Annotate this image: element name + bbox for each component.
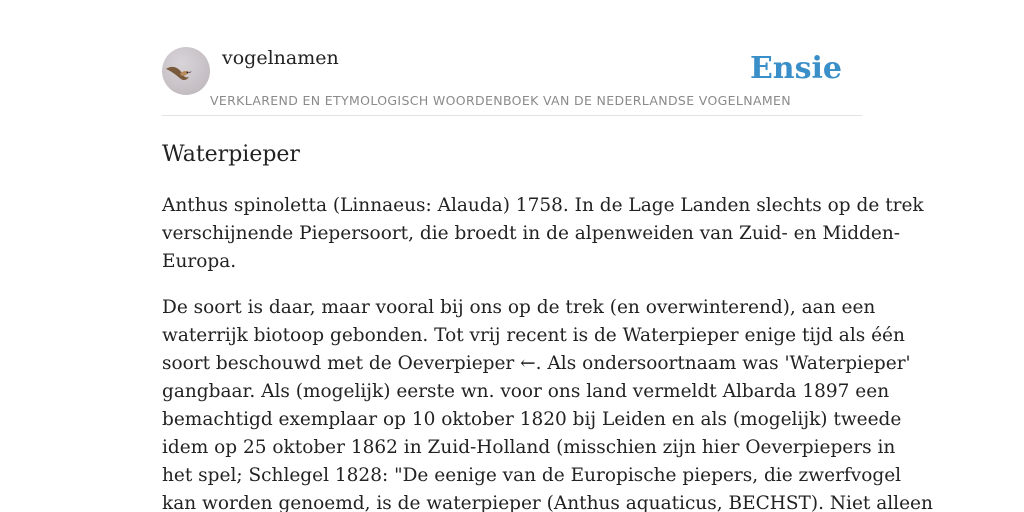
- ensie-logo-link[interactable]: Ensie: [749, 51, 842, 86]
- paragraph-line: bemachtigd exemplaar op 10 oktober 1820 bij Leiden en als (mogelijk) tweede: [162, 409, 902, 430]
- paragraph-line: soort beschouwd met de Oeverpieper ←. Als ondersoortnaam was 'Waterpieper': [162, 353, 911, 374]
- blog-subtitle: VERKLAREND EN ETYMOLOGISCH WOORDENBOEK VAN DE NEDERLANDSE VOGELNAMEN: [210, 93, 791, 108]
- paragraph-line: gangbaar. Als (mogelijk) eerste wn. voor ons land vermeldt Albarda 1897 een: [162, 381, 890, 402]
- paragraph-line: Europa.: [162, 251, 237, 272]
- content-container: [162, 0, 933, 512]
- paragraph-line: idem op 25 oktober 1862 in Zuid-Holland (misschien zijn hier Oeverpiepers in: [162, 437, 896, 458]
- article-body: [162, 192, 933, 512]
- paragraph-line: Anthus spinoletta (Linnaeus: Alauda) 1758. In de Lage Landen slechts op de trek: [162, 195, 924, 216]
- paragraph-line: verschijnende Piepersoort, die broedt in de alpenweiden van Zuid- en Midden-: [162, 223, 901, 244]
- paragraph-line: waterrijk biotoop gebonden. Tot vrij recent is de Waterpieper enige tijd als één: [162, 325, 905, 346]
- paragraph-line: het spel; Schlegel 1828: "De eenige van de Europische piepers, die zwerfvogel: [162, 465, 902, 486]
- blog-name-link[interactable]: vogelnamen: [222, 47, 339, 69]
- paragraph-line: kan worden genoemd, is de waterpieper (Anthus aquaticus, BECHST). Niet alleen: [162, 493, 933, 512]
- article-paragraph-1: [162, 192, 924, 276]
- article-paragraph-2: [162, 294, 933, 512]
- site-header: [162, 0, 862, 116]
- paragraph-line: De soort is daar, maar vooral bij ons op de trek (en overwinterend), aan een: [162, 297, 876, 318]
- bird-silhouette-icon: [162, 47, 210, 95]
- bird-avatar-icon[interactable]: [162, 47, 210, 95]
- article-title: Waterpieper: [162, 142, 300, 167]
